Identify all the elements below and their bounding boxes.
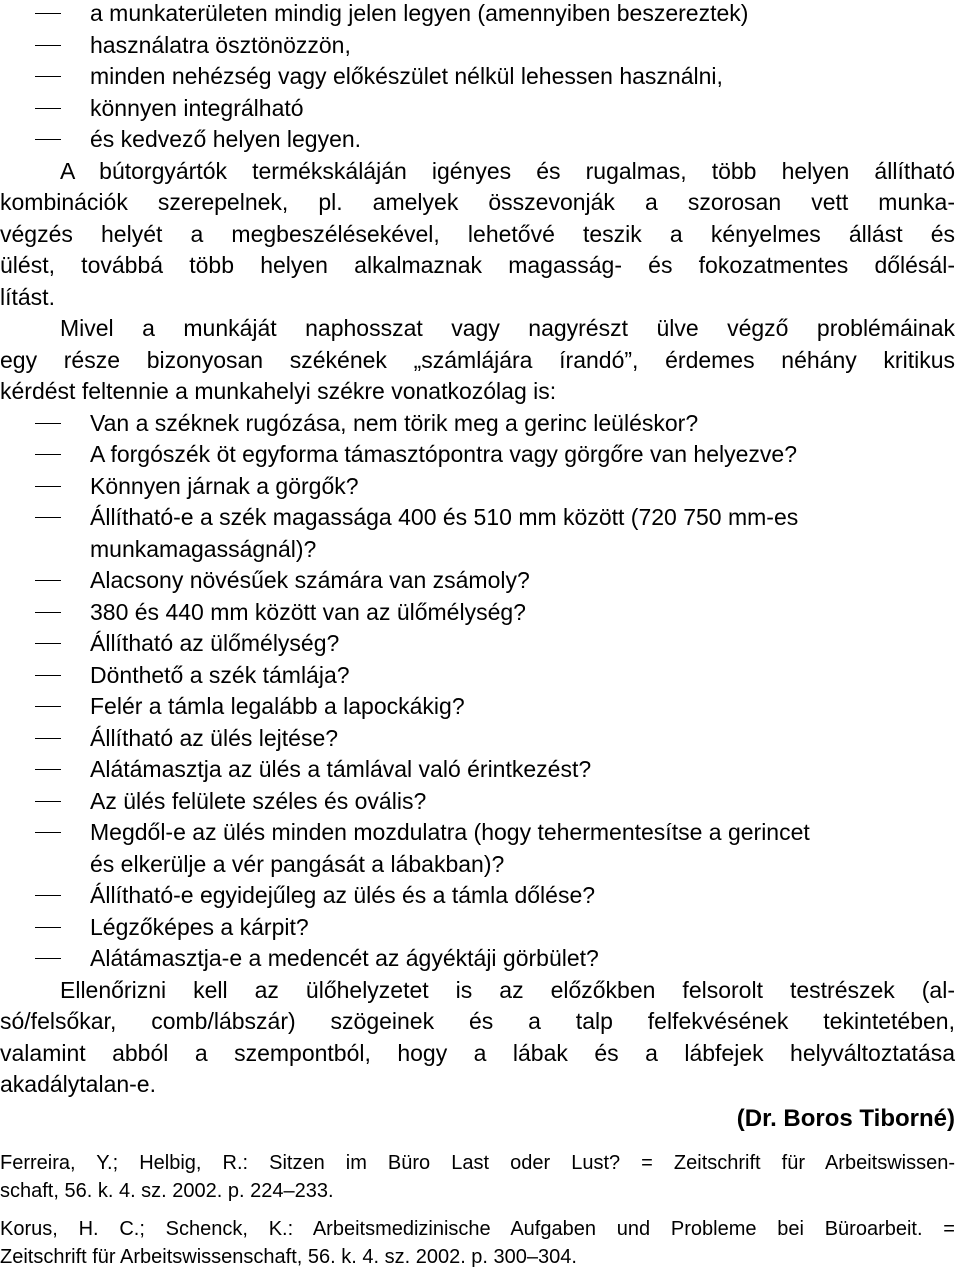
dash-bullet-icon bbox=[35, 45, 61, 46]
dash-bullet-icon bbox=[35, 486, 61, 487]
dash-bullet-icon bbox=[35, 927, 61, 928]
paragraph-line: Mivel a munkáját naphosszat vagy nagyrészt ülve végző problémáinak bbox=[60, 315, 955, 341]
question-text: Légzőképes a kárpit? bbox=[90, 913, 309, 940]
paragraph-line: só/felsőkar, comb/lábszár) szögeinek és a talp felfekvésének tekintetében, bbox=[0, 1008, 955, 1034]
question-text: Alátámasztja az ülés a támlával való érintkezést? bbox=[90, 756, 592, 782]
bullet-list-text: minden nehézség vagy előkészület nélkül lehessen használni, bbox=[90, 63, 723, 89]
question-text: Állítható az ülés lejtése? bbox=[90, 724, 339, 751]
dash-bullet-icon bbox=[35, 643, 61, 644]
paragraph-line: kombinációk szerepelnek, pl. amelyek összevonják a szorosan vett munka- bbox=[0, 189, 955, 215]
dash-bullet-icon bbox=[35, 423, 61, 424]
question-text: Felér a támla legalább a lapockákig? bbox=[90, 693, 465, 719]
bullet-list-text: könnyen integrálható bbox=[90, 94, 304, 121]
question-item bbox=[0, 754, 960, 785]
paragraph-line: kérdést feltennie a munkahelyi székre vonatkozólag is: bbox=[0, 378, 557, 404]
bullet-list-text: használatra ösztönözzön, bbox=[90, 31, 351, 58]
question-text: Állítható-e egyidejűleg az ülés és a támla dőlése? bbox=[90, 882, 596, 908]
question-item bbox=[0, 502, 960, 533]
paragraph-line: A bútorgyártók termékskáláján igényes és rugalmas, több helyen állítható bbox=[60, 157, 955, 184]
dash-bullet-icon bbox=[35, 801, 61, 802]
question-text-continued: munkamagasságnál)? bbox=[90, 535, 317, 562]
bullet-list-text: a munkaterületen mindig jelen legyen (amennyiben beszereztek) bbox=[90, 0, 749, 26]
question-text: Dönthető a szék támlája? bbox=[90, 661, 350, 688]
dash-bullet-icon bbox=[35, 738, 61, 739]
question-text-continued: és elkerülje a vér pangását a lábakban)? bbox=[90, 850, 505, 877]
question-item bbox=[0, 817, 960, 848]
reference-line: Zeitschrift für Arbeitswissenschaft, 56. k. 4. sz. 2002. p. 300–304. bbox=[0, 1245, 577, 1268]
bullet-list-item bbox=[0, 30, 960, 61]
dash-bullet-icon bbox=[35, 13, 61, 14]
bullet-list-item bbox=[0, 124, 960, 155]
bullet-list-item bbox=[0, 0, 960, 29]
question-item bbox=[0, 723, 960, 754]
dash-bullet-icon bbox=[35, 675, 61, 676]
paragraph-line: egy része bizonyosan székének „számlájára írandó”, érdemes néhány kritikus bbox=[0, 346, 955, 373]
dash-bullet-icon bbox=[35, 108, 61, 109]
question-item bbox=[0, 439, 960, 470]
question-item bbox=[0, 912, 960, 943]
dash-bullet-icon bbox=[35, 832, 61, 833]
question-item bbox=[0, 471, 960, 502]
paragraph-line: ülést, továbbá több helyen alkalmaznak magasság- és fokozatmentes dőlésál- bbox=[0, 252, 955, 278]
dash-bullet-icon bbox=[35, 454, 61, 455]
reference-line: Ferreira, Y.; Helbig, R.: Sitzen im Büro Last oder Lust? = Zeitschrift für Arbeitswissen- bbox=[0, 1151, 955, 1174]
question-item bbox=[0, 597, 960, 628]
question-item bbox=[0, 786, 960, 817]
bullet-list-item bbox=[0, 93, 960, 124]
question-text: A forgószék öt egyforma támasztópontra vagy görgőre van helyezve? bbox=[90, 441, 798, 467]
paragraph-line: valamint abból a szempontból, hogy a lábak és a lábfejek helyváltoztatása bbox=[0, 1039, 955, 1066]
dash-bullet-icon bbox=[35, 769, 61, 770]
question-item bbox=[0, 565, 960, 596]
bullet-list-item bbox=[0, 61, 960, 92]
question-text: 380 és 440 mm között van az ülőmélység? bbox=[90, 598, 526, 625]
paragraph-line: Ellenőrizni kell az ülőhelyzetet is az előzőkben felsorolt testrészek (al- bbox=[60, 976, 955, 1003]
question-text: Állítható az ülőmélység? bbox=[90, 630, 340, 656]
reference-line: Korus, H. C.; Schenck, K.: Arbeitsmedizinische Aufgaben und Probleme bei Büroarbeit. = bbox=[0, 1217, 955, 1240]
dash-bullet-icon bbox=[35, 706, 61, 707]
dash-bullet-icon bbox=[35, 517, 61, 518]
question-item bbox=[0, 628, 960, 659]
question-text: Van a széknek rugózása, nem törik meg a gerinc leüléskor? bbox=[90, 409, 699, 436]
paragraph-line: végzés helyét a megbeszélésekével, lehetővé teszik a kényelmes állást és bbox=[0, 220, 955, 247]
dash-bullet-icon bbox=[35, 895, 61, 896]
author-signature: (Dr. Boros Tiborné) bbox=[736, 1104, 955, 1132]
question-item bbox=[0, 408, 960, 439]
dash-bullet-icon bbox=[35, 580, 61, 581]
question-item bbox=[0, 660, 960, 691]
dash-bullet-icon bbox=[35, 612, 61, 613]
question-text: Alátámasztja-e a medencét az ágyéktáji görbület? bbox=[90, 945, 599, 971]
question-text: Megdől-e az ülés minden mozdulatra (hogy tehermentesítse a gerincet bbox=[90, 819, 810, 845]
question-item bbox=[0, 691, 960, 722]
dash-bullet-icon bbox=[35, 139, 61, 140]
reference-line: schaft, 56. k. 4. sz. 2002. p. 224–233. bbox=[0, 1179, 334, 1202]
question-item bbox=[0, 880, 960, 911]
question-text: Könnyen járnak a görgők? bbox=[90, 472, 359, 499]
dash-bullet-icon bbox=[35, 958, 61, 959]
question-item bbox=[0, 943, 960, 974]
question-text: Az ülés felülete széles és ovális? bbox=[90, 787, 427, 814]
question-text: Állítható-e a szék magassága 400 és 510 mm között (720 750 mm-es bbox=[90, 504, 799, 530]
dash-bullet-icon bbox=[35, 76, 61, 77]
paragraph-line: akadálytalan-e. bbox=[0, 1071, 156, 1097]
question-text: Alacsony növésűek számára van zsámoly? bbox=[90, 567, 530, 593]
paragraph-line: lítást. bbox=[0, 283, 55, 310]
bullet-list-text: és kedvező helyen legyen. bbox=[90, 126, 362, 152]
